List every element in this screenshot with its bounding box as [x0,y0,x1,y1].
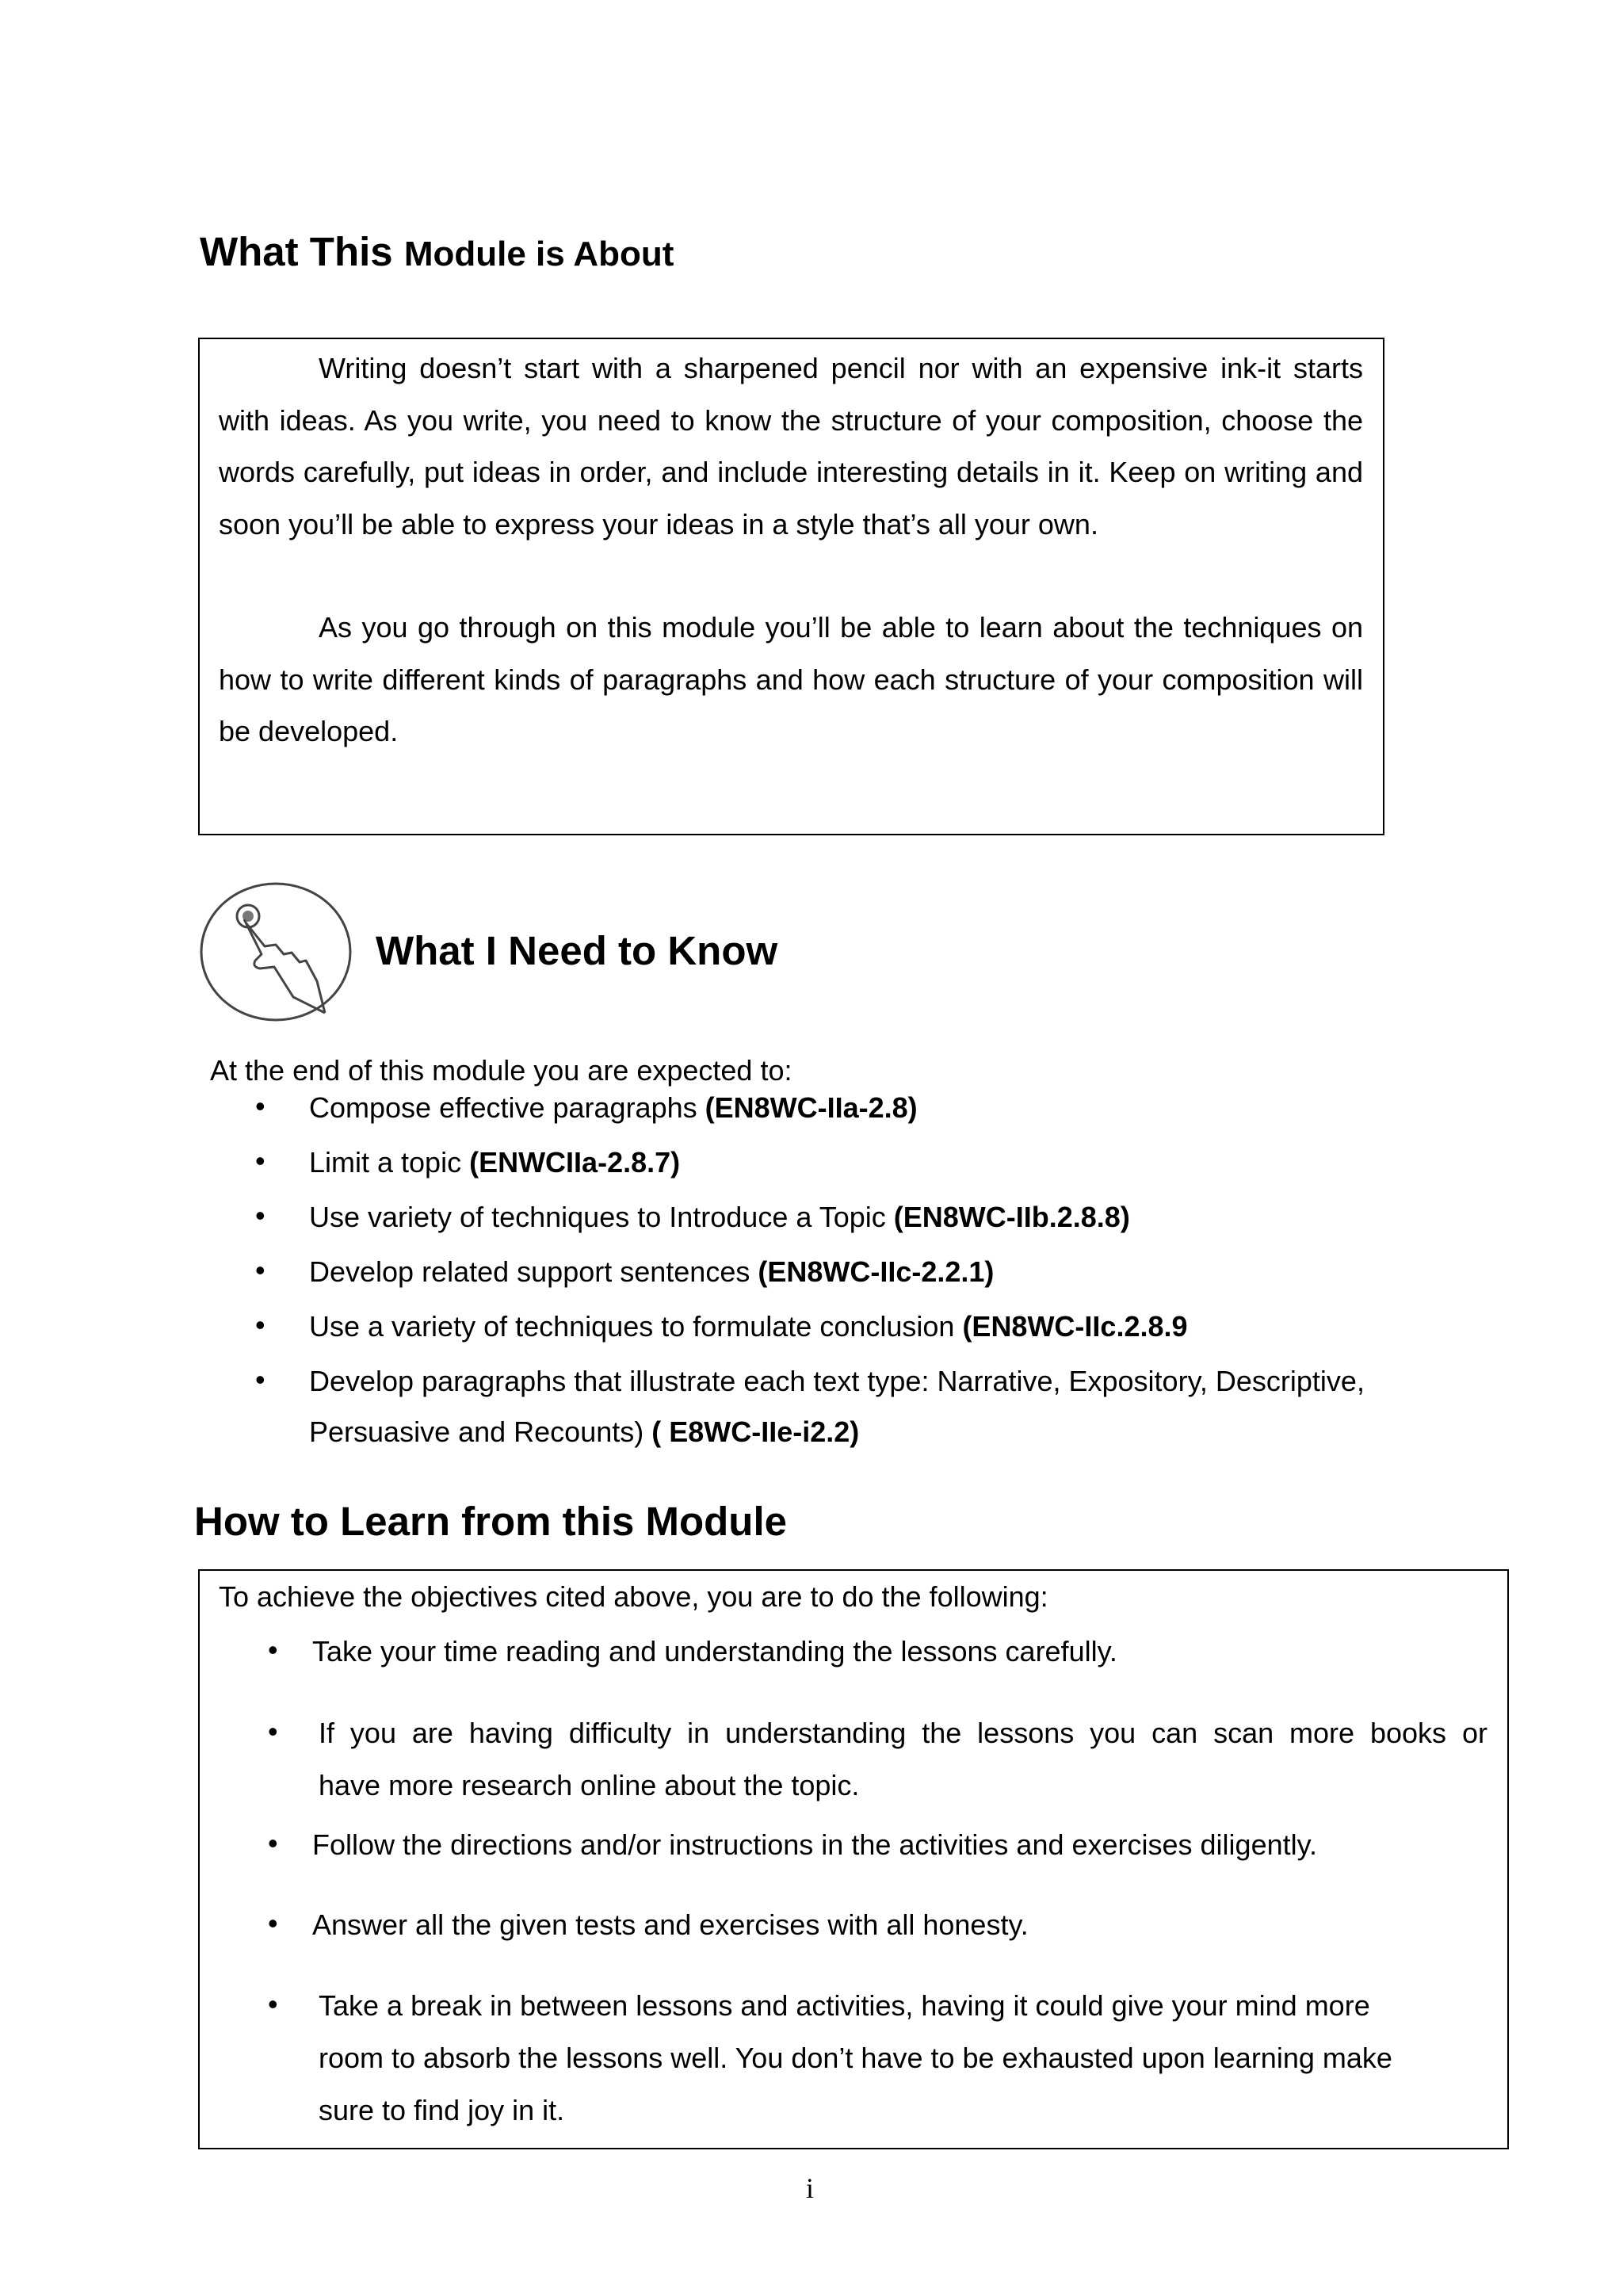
hand-pointing-icon [198,878,357,1026]
page-number: i [806,2172,815,2204]
list-item: Limit a topic (ENWCIIa-2.8.7) [309,1146,681,1179]
list-item: Compose effective paragraphs (EN8WC-IIa-2.8) [309,1091,918,1124]
list-item-continuation: Persuasive and Recounts) ( E8WC-IIe-i2.2) [309,1415,860,1448]
section-title-need: What I Need to Know [376,928,778,973]
list-item: Take your time reading and understanding the lessons carefully. [312,1635,1117,1668]
section-title-learn: How to Learn from this Module [194,1499,787,1544]
list-item: Develop related support sentences (EN8WC-IIc-2.2.1) [309,1255,995,1288]
list-item-continuation: have more research online about the topic. [319,1769,860,1801]
learn-lead: To achieve the objectives cited above, you are to do the following: [219,1580,1048,1613]
list-item: Answer all the given tests and exercises with all honesty. [312,1908,1029,1941]
list-item: Follow the directions and/or instructions in the activities and exercises diligently. [312,1828,1317,1861]
objectives-intro: At the end of this module you are expected to: [210,1054,792,1087]
about-paragraph-1: Writing doesn’t start with a sharpened pencil nor with an expensive ink-it starts with ideas. As you write, you need to know the structure of your composition, choose the words carefully, put ideas in order, and include interesting details in it. Keep on writing and soon you’ll be able to express your ideas in a style that’s all your own. [219,352,1363,541]
list-item-continuation: sure to find joy in it. [319,2094,565,2126]
section-title-about: What This Module is About [200,229,674,274]
list-item: If you are having difficulty in understanding the lessons you can scan more books or [319,1717,1487,1749]
list-item: Use a variety of techniques to formulate conclusion (EN8WC-IIc.2.8.9 [309,1310,1188,1343]
list-item-continuation: room to absorb the lessons well. You don’t have to be exhausted upon learning make [319,2042,1392,2074]
list-item: Develop paragraphs that illustrate each text type: Narrative, Expository, Descriptive, [309,1365,1365,1397]
list-item: Use variety of techniques to Introduce a Topic (EN8WC-IIb.2.8.8) [309,1201,1130,1233]
about-paragraph-2: As you go through on this module you’ll be able to learn about the techniques on how to write different kinds of paragraphs and how each structure of your composition will be developed. [219,611,1363,747]
list-item: Take a break in between lessons and activities, having it could give your mind more [319,1989,1370,2022]
